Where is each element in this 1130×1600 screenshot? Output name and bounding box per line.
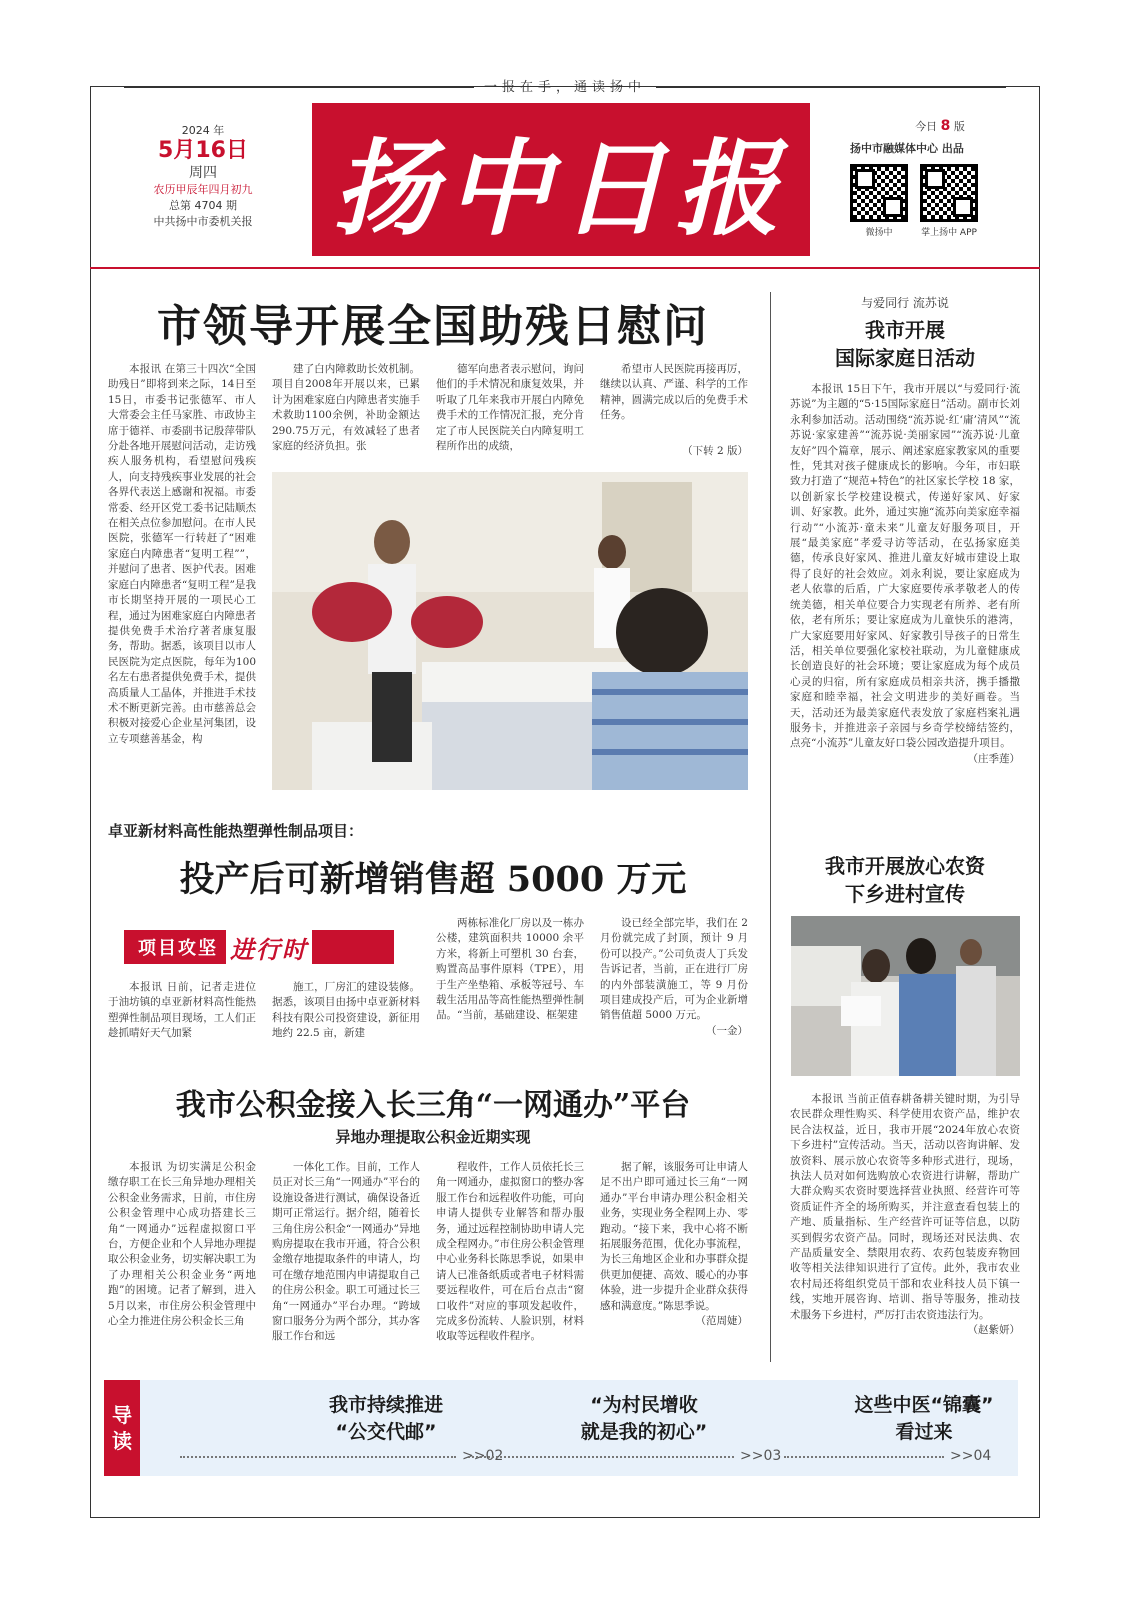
guide-leader [468, 1456, 734, 1458]
story2-col2: 施工，厂房汇的建设装修。据悉，该项目由扬中卓亚新材料科技有限公司投资建设，新征用地约 22.5 亩，新建 [272, 981, 420, 1040]
publisher-organ: 中共扬中市委机关报 [153, 215, 253, 228]
slogan: 一报在手，通读扬中 [0, 76, 1130, 95]
masthead-info [850, 118, 1030, 238]
publisher-line: 扬中市融媒体中心 出品 [850, 142, 964, 155]
right1-kicker: 与爱同行 流苏说 [861, 296, 949, 310]
right2-body: 本报讯 当前正值春耕备耕关键时期，为引导农民群众理性购买、科学使用农资产品，维护农民合法权益，近日，我市开展“2024年放心农资下乡进村”宣传活动。当天，活动以咨询讲解、发放资料、展示放心农资等多种形式进行，现场，执法人员对如何选购放心农资进行讲解，帮助广大群众购买农资时要选择营业执照、经营许可等资质证件齐全的场所购买，并注意查看包装上的产地、质量指标、生产经营许可证等信息，以防买到假劣农资产品。同时，现场还对民法典、农产品质量安全、禁限用农药、农药包装废弃物回收等相关法律知识进行了宣传。此外，我市农业农村局还将组织党员干部和农业科技人员下镇一线，实地开展咨询、培训、指导等服务，推动技术服务下乡进村，严厉打击农资违法行为。 （赵紫妍） [790, 1092, 1020, 1364]
story2-col3: 两栋标准化厂房以及一栋办公楼，建筑面积共 10000 余平方米，将新上可塑机 30 台套，购置高品事件原料（TPE），用于生产坐垫箱、承板等冠号、车载生活用品等高性能热塑弹性制品。“当前，基础建设、框架建 [436, 917, 584, 1022]
guide-label: 导 读 [104, 1380, 140, 1476]
farm-supply-photo [791, 916, 1020, 1076]
banner-highlight: 进行时 [226, 930, 312, 965]
story3-col3: 程收件，工作人员依托长三角一网通办，虚拟窗口的整办客服工作台和远程收件功能，可向申请人提供专业解答和帮办服务，通过远程控制协助申请人完成全程网办。”市住房公积金管理中心业务科长陈思季说，如果申请人已准备纸质或者电子材料需要远程收件，可在后台点击“窗口收件”对应的事项发起收件，完成多份流转、人脸识别，材料收取等远程收件程序。 [436, 1161, 584, 1343]
logo-text: 扬中日报 [332, 126, 789, 250]
guide-page-link[interactable]: >>04 [950, 1448, 992, 1464]
continued-note: （下转 2 版） [682, 444, 748, 457]
right1-headline: 我市开展 国际家庭日活动 [835, 318, 975, 370]
byline: （庄季莲） [967, 752, 1020, 765]
story2-kicker: 卓亚新材料高性能热塑弹性制品项目： [108, 822, 364, 840]
story3-subhead: 异地办理提取公积金近期实现 [335, 1128, 531, 1146]
right1-body: 本报讯 15日下午，我市开展以“与爱同行·流苏说”为主题的“5·15国际家庭日”活动。副市长刘永利参加活动。活动围绕“流苏说·红‘庸’清风”“流苏说·家家建善”“流苏说·美丽家园”“流苏说·儿童友好”四个篇章，展示、阐述家庭家教家风的重要性，凭其对孩子健康成长的影响。今年，市妇联致力打造了“规范+特色”的社区家长学校 18 家，以创新家长学校建设模式，传递好家风、好家训、好家教。此外，通过实施“流苏向美家庭幸福行动”“小流苏·童未来”儿童友好服务项目，开展“最美家庭”孝爱寻访等活动，在弘扬家庭美德，传承良好家风、推进儿童友好城市建设上取得了良好的社会效应。刘永利说，要让家庭成为老人依靠的后盾，广大家庭要传承孝敬老人的传统美德，相关单位要合力实现老有所养、老有所依，老有所乐；要让家庭成为儿童快乐的港湾，广大家庭要用好家风、好家教引导孩子的日常生活，相关单位要强化家校社联动，为儿童健康成长创造良好的社会环境；要让家庭成为每个成员心灵的归宿，所有家庭成员相亲共济，携手播撒家庭和睦幸福，社会文明进步的美好画卷。当天，活动还为最美家庭代表发放了家庭档案礼遇服务卡，并推进亲子亲园与乡奇学校缔结签约，点亮“小流苏”儿童友好口袋公园改造提升项目。 （庄季莲） [790, 382, 1020, 828]
guide-leader [784, 1456, 944, 1458]
byline: （一金） [706, 1024, 748, 1037]
reading-guide [104, 1380, 1018, 1476]
guide-item[interactable]: 我市持续推进 “公交代邮” [328, 1394, 443, 1443]
qr-caption: 微扬中 [865, 228, 893, 238]
right2-headline: 我市开展放心农资 下乡进村宣传 [825, 854, 985, 906]
lead-story-col2: 建了白内障救助长效机制。项目自2008年开展以来，已累计为困难家庭白内障患者实施手术救助1100余例，补助金额达290.75万元，有效减轻了患者家庭的经济负担。张 [272, 363, 420, 453]
story3-col4: 据了解，该服务可让申请人足不出户即可通过长三角“一网通办”平台申请办理公积金相关业务，实现业务全程网上办、零跑动。“接下来，我中心将不断拓展服务范围，优化办事流程，为长三角地区企业和办事群众提供更加便捷、高效、暖心的办事体验，进一步提升企业群众获得感和满意度。”陈思季说。 （范周婕） [600, 1160, 748, 1364]
hospital-visit-photo [272, 472, 748, 790]
masthead-dateline [108, 122, 298, 230]
story2-headline: 投产后可新增销售超 5000 万元 [179, 859, 687, 900]
guide-item[interactable]: “为村民增收 就是我的初心” [580, 1394, 708, 1443]
guide-page-link[interactable]: >>02 [462, 1448, 504, 1464]
story3-col1: 本报讯 为切实满足公积金缴存职工在长三角异地办理相关公积金业务需求，日前，市住房公积金管理中心成功搭建长三角“一网通办”远程虚拟窗口平台，方便企业和个人异地办理提取公积金业务，切实解决职工为了办理相关公积金业务“两地跑”的困境。记者了解到，进入5月以来，市住房公积金管理中心全力推进住房公积金长三角 [108, 1161, 256, 1328]
qr-caption: 掌上扬中 APP [921, 228, 977, 238]
issue-date: 5月16日 [158, 138, 248, 163]
story2-col1: 本报讯 日前，记者走进位于油坊镇的卓亚新材料高性能热塑弹性制品项目现场，工人们正趁抓晴好天气加紧 [108, 981, 256, 1040]
guide-item[interactable]: 这些中医“锦囊” 看过来 [854, 1394, 994, 1443]
issue-weekday: 周四 [189, 165, 217, 181]
guide-page-link[interactable]: >>03 [740, 1448, 782, 1464]
banner-text: 项目攻坚 [138, 938, 218, 959]
column-banner [124, 930, 394, 964]
byline: （赵紫妍） [967, 1324, 1020, 1337]
lead-story-col4: 希望市人民医院再接再厉，继续以认真、严谨、科学的工作精神，圆满完成以后的免费手术任务。 （下转 2 版） [600, 362, 748, 468]
guide-leader [180, 1456, 456, 1458]
story3-col2: 一体化工作。目前，工作人员正对长三角“一网通办”平台的设施设备进行测试，确保设备近期可正常运行。据介绍，随着长三角住房公积金“一网通办”异地购房提取在我市开通，符合公积金缴存地提取条件的申请人，均可在缴存地范围内申请提取自己的住房公积金。职工可通过长三角“一网通办”平台办理。“跨域窗口服务分为两个部分，其办客服工作台和远 [272, 1161, 420, 1343]
lead-story-col3: 德军向患者表示慰问，询问他们的手术情况和康复效果，并听取了几年来我市开展白内障免费手术的工作情况汇报，充分肯定了市人民医院关白内障复明工程所作出的成绩， [436, 363, 584, 453]
issue-year: 2024 年 [181, 124, 225, 137]
newspaper-logo [312, 103, 810, 256]
qr-code-icon[interactable] [920, 164, 978, 222]
byline: （范周婕） [695, 1315, 748, 1328]
story3-headline: 我市公积金接入长三角“一网通办”平台 [175, 1088, 691, 1123]
page-count: 今日 8 版 [915, 118, 965, 134]
lunar-date: 农历甲辰年四月初九 [153, 183, 253, 196]
lead-headline: 市领导开展全国助残日慰问 [157, 301, 709, 352]
issue-serial: 总第 4704 期 [169, 199, 237, 212]
masthead-rule [90, 267, 1040, 269]
lead-story-col1: 本报讯 在第三十四次“全国助残日”即将到来之际，14日至15日，市委书记张德军、市人大常委会主任马家胜、市政协主席于德祥、市委副书记殷萍带队分赴各地开展慰问活动，走访残疾人服务机构，看望慰问残疾人，向支持残疾事业发展的社会各界代表送上感谢和祝福。市委常委、经开区党工委书记陆顺杰在相关点位参加慰问。在市人民医院，张德军一行转赶了“困难家庭白内障患者“复明工程””，并慰问了患者、医护代表。困难家庭白内障患者“复明工程”是我市长期坚持开展的一项民心工程，通过为困难家庭白内障患者提供免费手术治疗著者康复服务，帮助。据悉，该项目以市人民医院为定点医院，每年为100名左右患者提供免费手术，提供高质量人工晶体，并推进手术技术不断更新完善。由市慈善总会积极对接爱心企业星河集团，设立专项慈善基金，构 [108, 363, 256, 745]
qr-code-icon[interactable] [850, 164, 908, 222]
column-divider [770, 292, 771, 1362]
story2-col4: 设已经全部完毕，我们在 2 月份就完成了封顶，预计 9 月份可以投产。”公司负责人丁兵发告诉记者，当前，正在进行厂房的内外部装潢施工，等 9 月份项目建成投产后，可为企业新增销售值超 5000 万元。 （一金） [600, 916, 748, 1060]
